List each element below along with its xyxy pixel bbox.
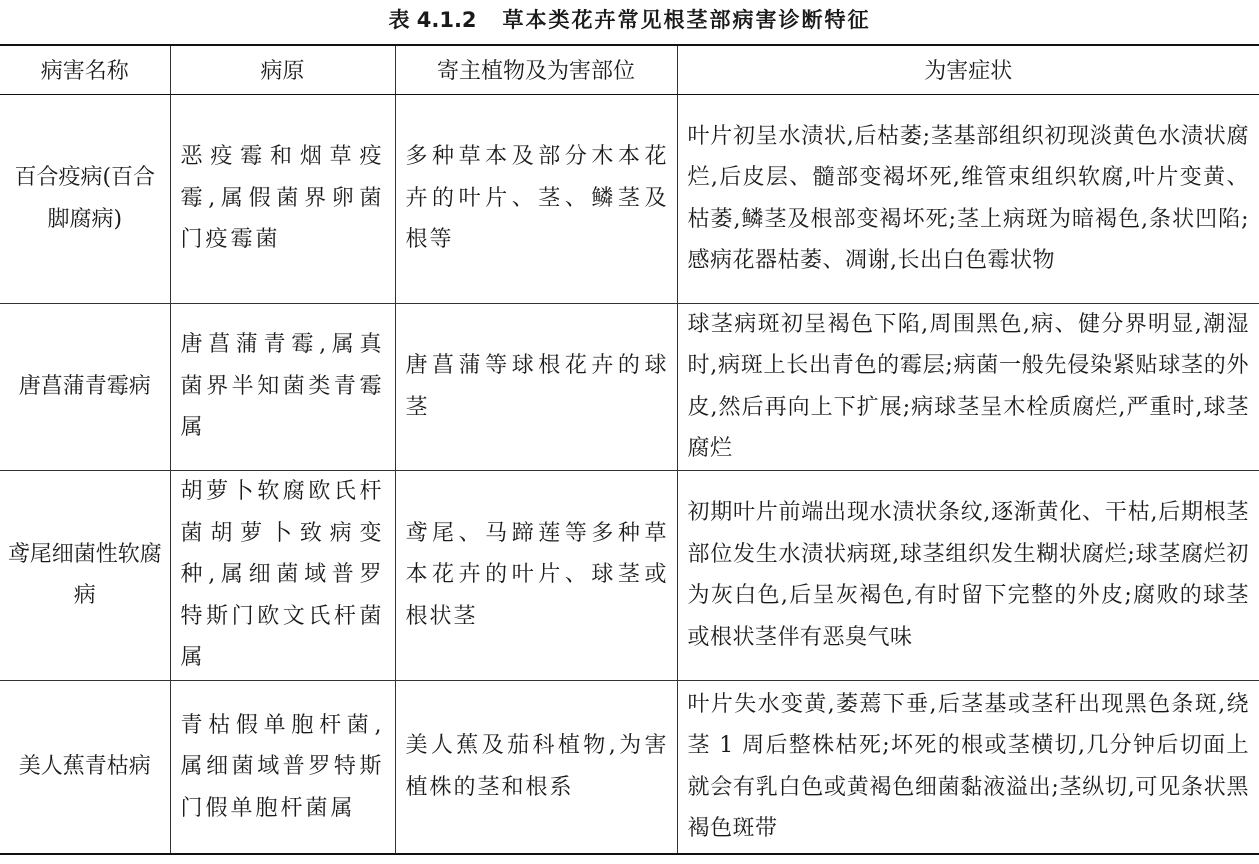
pathogen: 恶疫霉和烟草疫霉,属假菌界卵菌门疫霉菌 bbox=[180, 144, 385, 253]
host-cell bbox=[395, 303, 677, 470]
disease-name-cell bbox=[0, 470, 170, 680]
header-pathogen: 病原 bbox=[170, 45, 395, 94]
disease-name-cell bbox=[0, 303, 170, 470]
table-row bbox=[0, 470, 1259, 680]
symptoms-cell bbox=[677, 470, 1259, 680]
pathogen: 青枯假单胞杆菌,属细菌域普罗特斯门假单胞杆菌属 bbox=[180, 712, 385, 821]
disease-name-cell bbox=[0, 94, 170, 303]
host-cell bbox=[395, 94, 677, 303]
host-cell bbox=[395, 470, 677, 680]
pathogen-cell bbox=[170, 470, 395, 680]
header-symptoms: 为害症状 bbox=[677, 45, 1259, 94]
host: 多种草本及部分木本花卉的叶片、茎、鳞茎及根等 bbox=[405, 144, 669, 253]
table-title: 草本类花卉常见根茎部病害诊断特征 bbox=[502, 8, 871, 32]
symptoms: 初期叶片前端出现水渍状条纹,逐渐黄化、干枯,后期根茎部位发生水渍状病斑,球茎组织发生糊状腐烂;球茎腐烂初为灰白色,后呈灰褐色,有时留下完整的外皮;腐败的球茎或根状茎伴有恶臭气味 bbox=[687, 500, 1249, 650]
symptoms-cell bbox=[677, 94, 1259, 303]
symptoms-cell bbox=[677, 303, 1259, 470]
symptoms: 球茎病斑初呈褐色下陷,周围黑色,病、健分界明显,潮湿时,病斑上长出青色的霉层;病菌一般先侵染紧贴球茎的外皮,然后再向上下扩展;病球茎呈木栓质腐烂,严重时,球茎腐烂 bbox=[687, 311, 1249, 461]
symptoms: 叶片初呈水渍状,后枯萎;茎基部组织初现淡黄色水渍状腐烂,后皮层、髓部变褐坏死,维管束组织软腐,叶片变黄、枯萎,鳞茎及根部变褐坏死;茎上病斑为暗褐色,条状凹陷;感病花器枯萎、凋谢,长出白色霉状物 bbox=[687, 123, 1249, 273]
table-caption bbox=[0, 2, 1259, 36]
table-row bbox=[0, 680, 1259, 854]
diagnosis-table bbox=[0, 44, 1259, 855]
pathogen-cell bbox=[170, 94, 395, 303]
table-header-row bbox=[0, 45, 1259, 94]
table-number: 表 4.1.2 bbox=[388, 8, 477, 32]
symptoms: 叶片失水变黄,萎蔫下垂,后茎基或茎秆出现黑色条斑,绕茎 1 周后整株枯死;坏死的根或茎横切,几分钟后切面上就会有乳白色或黄褐色细菌黏液溢出;茎纵切,可见条状黑褐色斑带 bbox=[687, 691, 1249, 842]
pathogen-cell bbox=[170, 303, 395, 470]
disease-name: 美人蕉青枯病 bbox=[18, 754, 151, 779]
host: 鸢尾、马蹄莲等多种草本花卉的叶片、球茎或根状茎 bbox=[405, 520, 669, 629]
pathogen-cell bbox=[170, 680, 395, 854]
pathogen: 唐菖蒲青霉,属真菌界半知菌类青霉属 bbox=[180, 332, 385, 441]
pathogen: 胡萝卜软腐欧氏杆菌胡萝卜致病变种,属细菌域普罗特斯门欧文氏杆菌属 bbox=[180, 479, 385, 671]
disease-name-cell bbox=[0, 680, 170, 854]
disease-name: 鸢尾细菌性软腐病 bbox=[7, 541, 162, 608]
disease-name: 百合疫病(百合脚腐病) bbox=[14, 165, 156, 232]
table-row bbox=[0, 94, 1259, 303]
header-disease-name: 病害名称 bbox=[0, 45, 170, 94]
table-row bbox=[0, 303, 1259, 470]
disease-name: 唐菖蒲青霉病 bbox=[18, 373, 151, 399]
host-cell bbox=[395, 680, 677, 854]
host: 美人蕉及茄科植物,为害植株的茎和根系 bbox=[405, 733, 669, 800]
header-host-and-part: 寄主植物及为害部位 bbox=[395, 45, 677, 94]
symptoms-cell bbox=[677, 680, 1259, 854]
host: 唐菖蒲等球根花卉的球茎 bbox=[405, 353, 669, 420]
